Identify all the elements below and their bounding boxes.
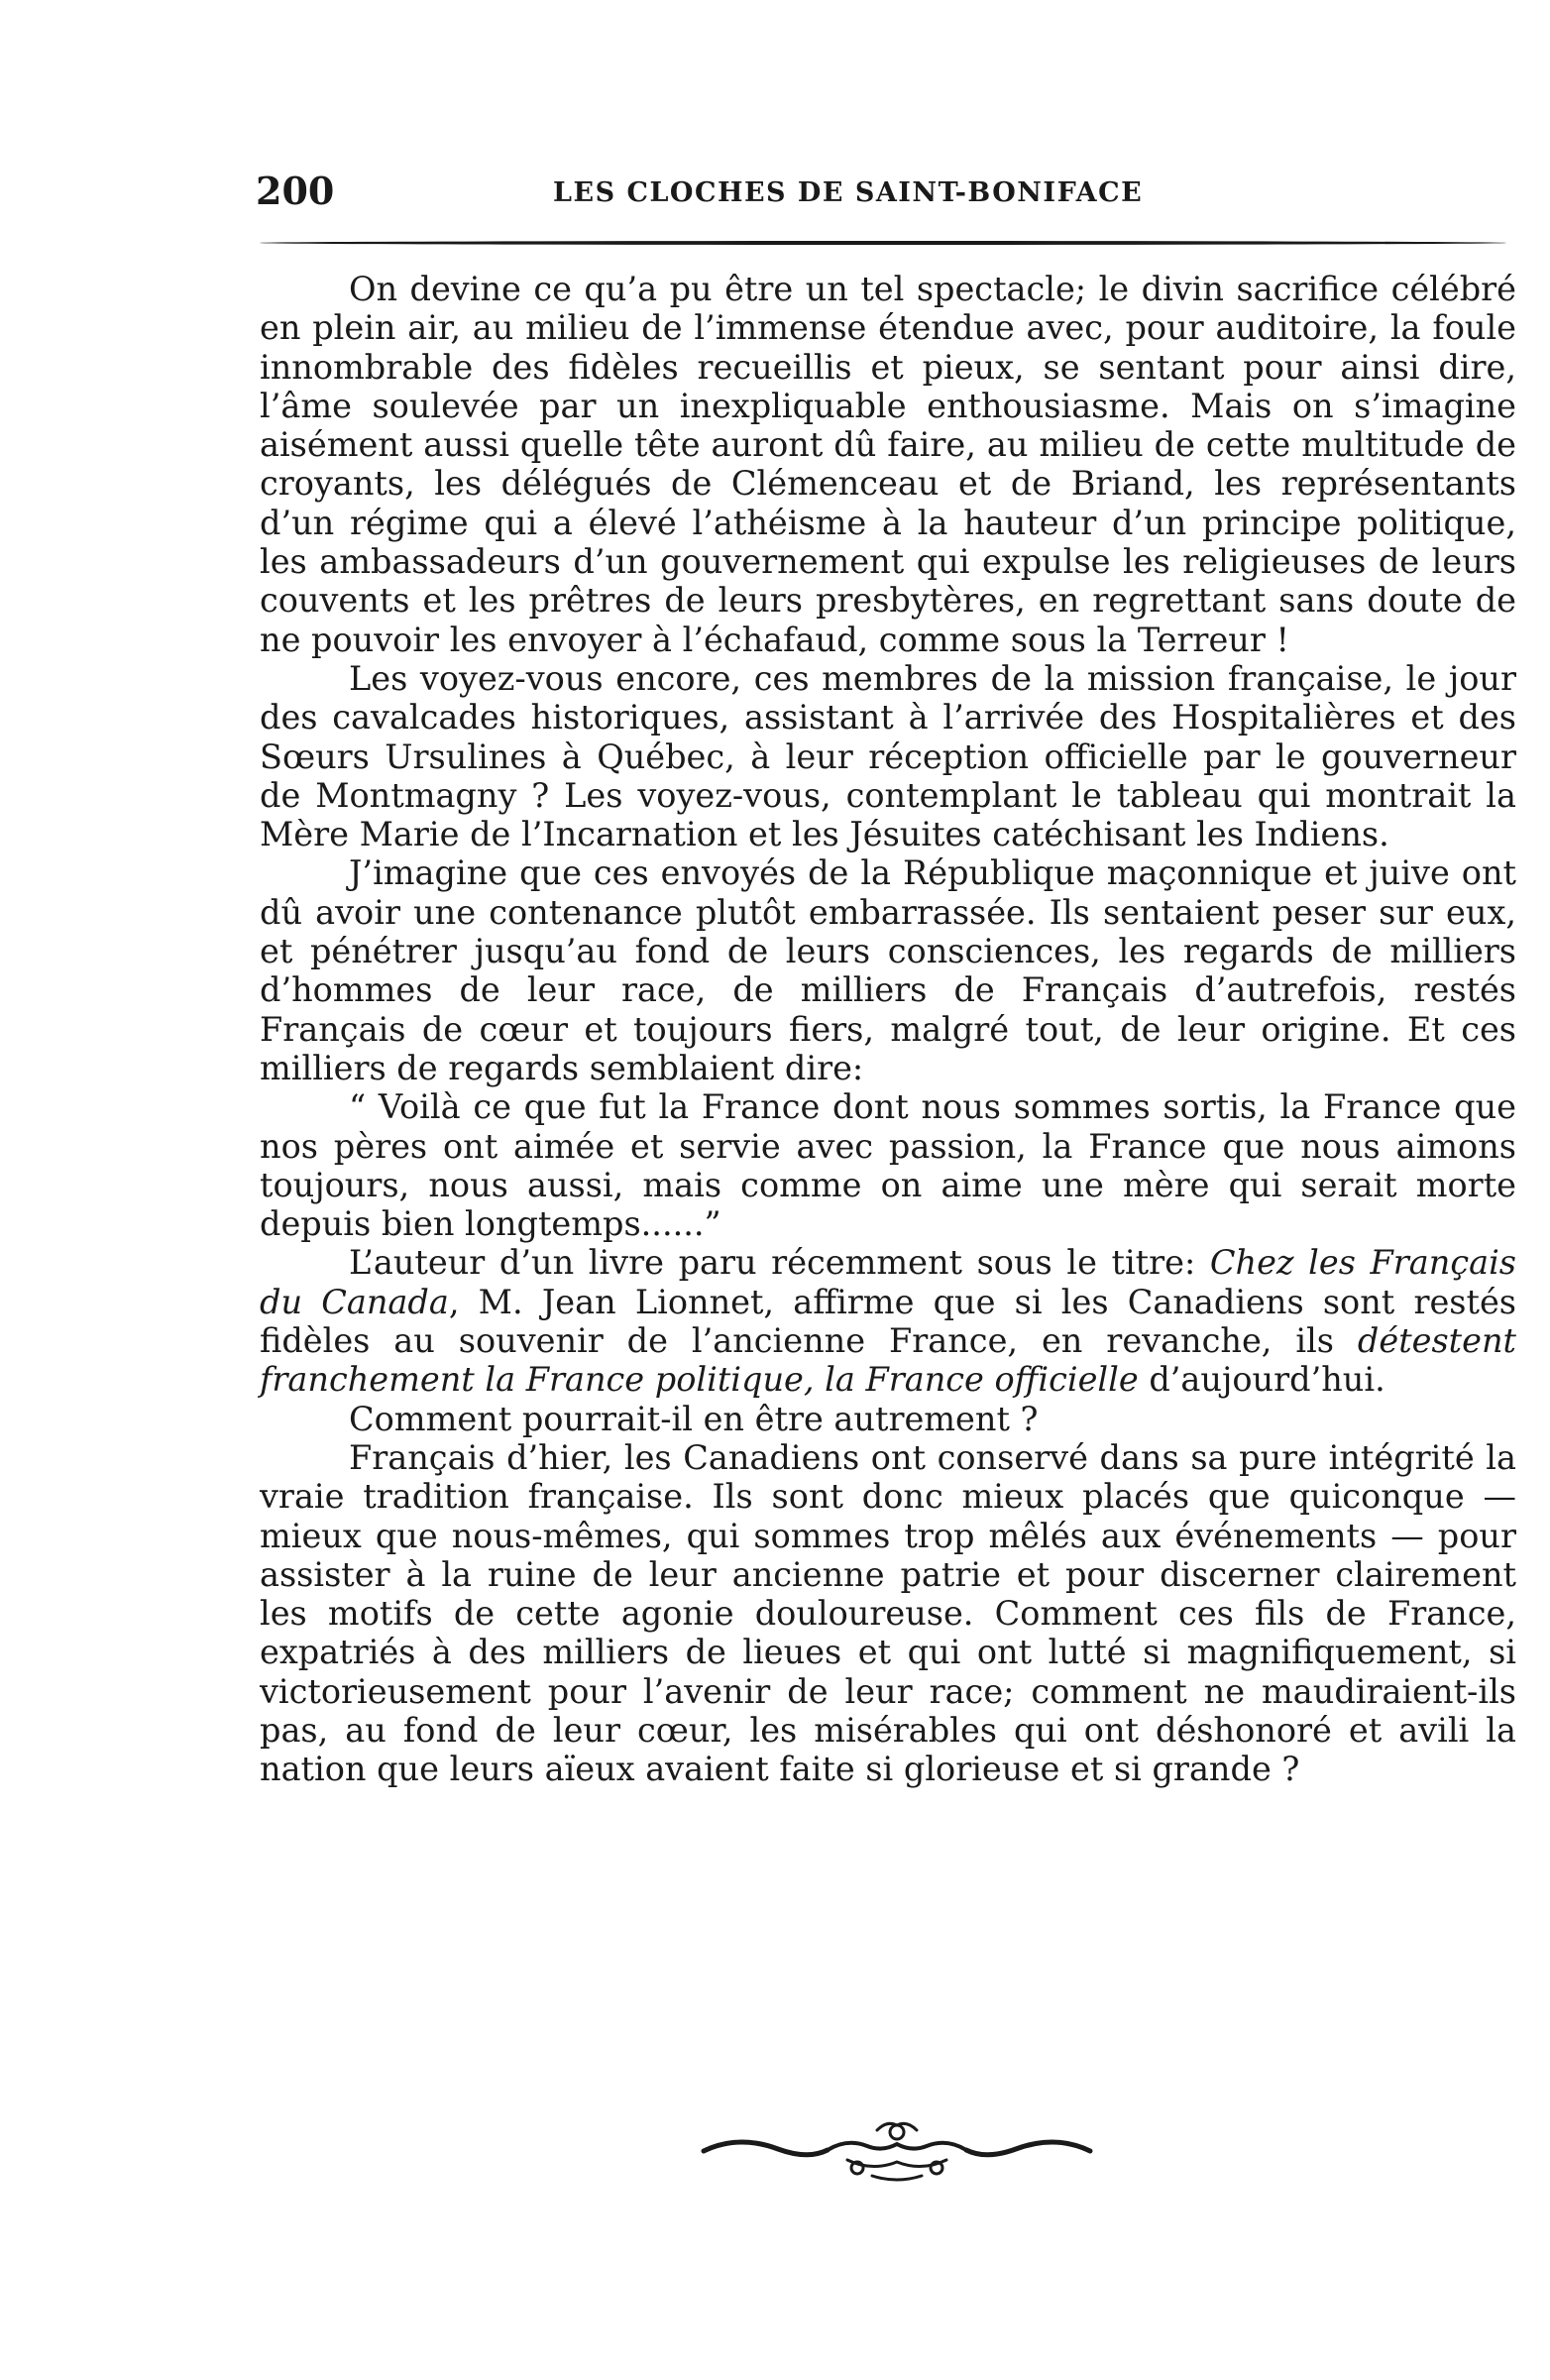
header-rule (260, 241, 1506, 245)
scroll-ornament-icon (699, 2116, 1095, 2186)
page-header (256, 167, 1506, 216)
page-number: 200 (256, 169, 335, 213)
paragraph-5-text-e: d’aujourd’hui. (1138, 1360, 1385, 1400)
book-title-italic: Chez les Français du Canada (260, 1243, 1516, 1321)
paragraph-7: Français d’hier, les Canadiens ont conservé dans sa pure intégrité la vraie tradition française. Ils sont donc mieux placés que quiconque — mieux que nous-mêmes, qui sommes trop mêlés aux événements — pour assister à la ruine de leur ancienne patrie et pour discerner clairement les motifs de cette agonie douloureuse. Comment ces fils de France, expatriés à des milliers de lieues et qui ont lutté si magnifiquement, si victorieusement pour l’avenir de leur race; comment ne maudiraient-ils pas, au fond de leur cœur, les misérables qui ont déshonoré et avili la nation que leurs aïeux avaient faite si glorieuse et si grande ? (260, 1437, 1516, 1789)
paragraph-4-quotation: “ Voilà ce que fut la France dont nous sommes sortis, la France que nos pères ont aimée et servie avec passion, la France que nous aimons toujours, nous aussi, mais comme on aime une mère qui serait morte depuis bien longtemps......” (260, 1087, 1516, 1244)
paragraph-5 (260, 1243, 1516, 1399)
paragraph-1: On devine ce qu’a pu être un tel spectacle; le divin sacrifice célébré en plein air, au milieu de l’immense étendue avec, pour auditoire, la foule innombrable des fidèles recueillis et pieux, se sentant pour ainsi dire, l’âme soulevée par un inexpliquable enthousiasme. Mais on s’imagine aisément aussi quelle tête auront dû faire, au milieu de cette multitude de croyants, les délégués de Clémenceau et de Briand, les représentants d’un régime qui a élevé l’athéisme à la hauteur d’un principe politique, les ambassadeurs d’un gouvernement qui expulse les religieuses de leurs couvents et les prêtres de leurs presbytères, en regrettant sans doute de ne pouvoir les envoyer à l’échafaud, comme sous la Terreur ! (260, 270, 1516, 659)
text-body (260, 270, 1516, 1789)
quoted-phrase-italic: détestent franchement la France politique, la France officielle (260, 1321, 1516, 1400)
paragraph-3: J’imagine que ces envoyés de la République maçonnique et juive ont dû avoir une contenance plutôt embarrassée. Ils sentaient peser sur eux, et pénétrer jusqu’au fond de leurs consciences, les regards de milliers d’hommes de leur race, de milliers de Français d’autrefois, restés Français de cœur et toujours fiers, malgré tout, de leur origine. Et ces milliers de regards semblaient dire: (260, 853, 1516, 1087)
paragraph-6: Comment pourrait-il en être autrement ? (349, 1399, 1039, 1438)
paragraph-5-text-c: , M. Jean Lionnet, affirme que si les Canadiens sont restés fidèles au souvenir de l’ancienne France, en revanche, ils (260, 1282, 1516, 1361)
running-title: LES CLOCHES DE SAINT-BONIFACE (553, 177, 1144, 208)
paragraph-5-text-a: L’auteur d’un livre paru récemment sous le titre: (349, 1243, 1210, 1283)
paragraph-2: Les voyez-vous encore, ces membres de la mission française, le jour des cavalcades historiques, assistant à l’arrivée des Hospitalières et des Sœurs Ursulines à Québec, à leur réception officielle par le gouverneur de Montmagny ? Les voyez-vous, contemplant le tableau qui montrait la Mère Marie de l’Incarnation et les Jésuites catéchisant les Indiens. (260, 658, 1516, 854)
